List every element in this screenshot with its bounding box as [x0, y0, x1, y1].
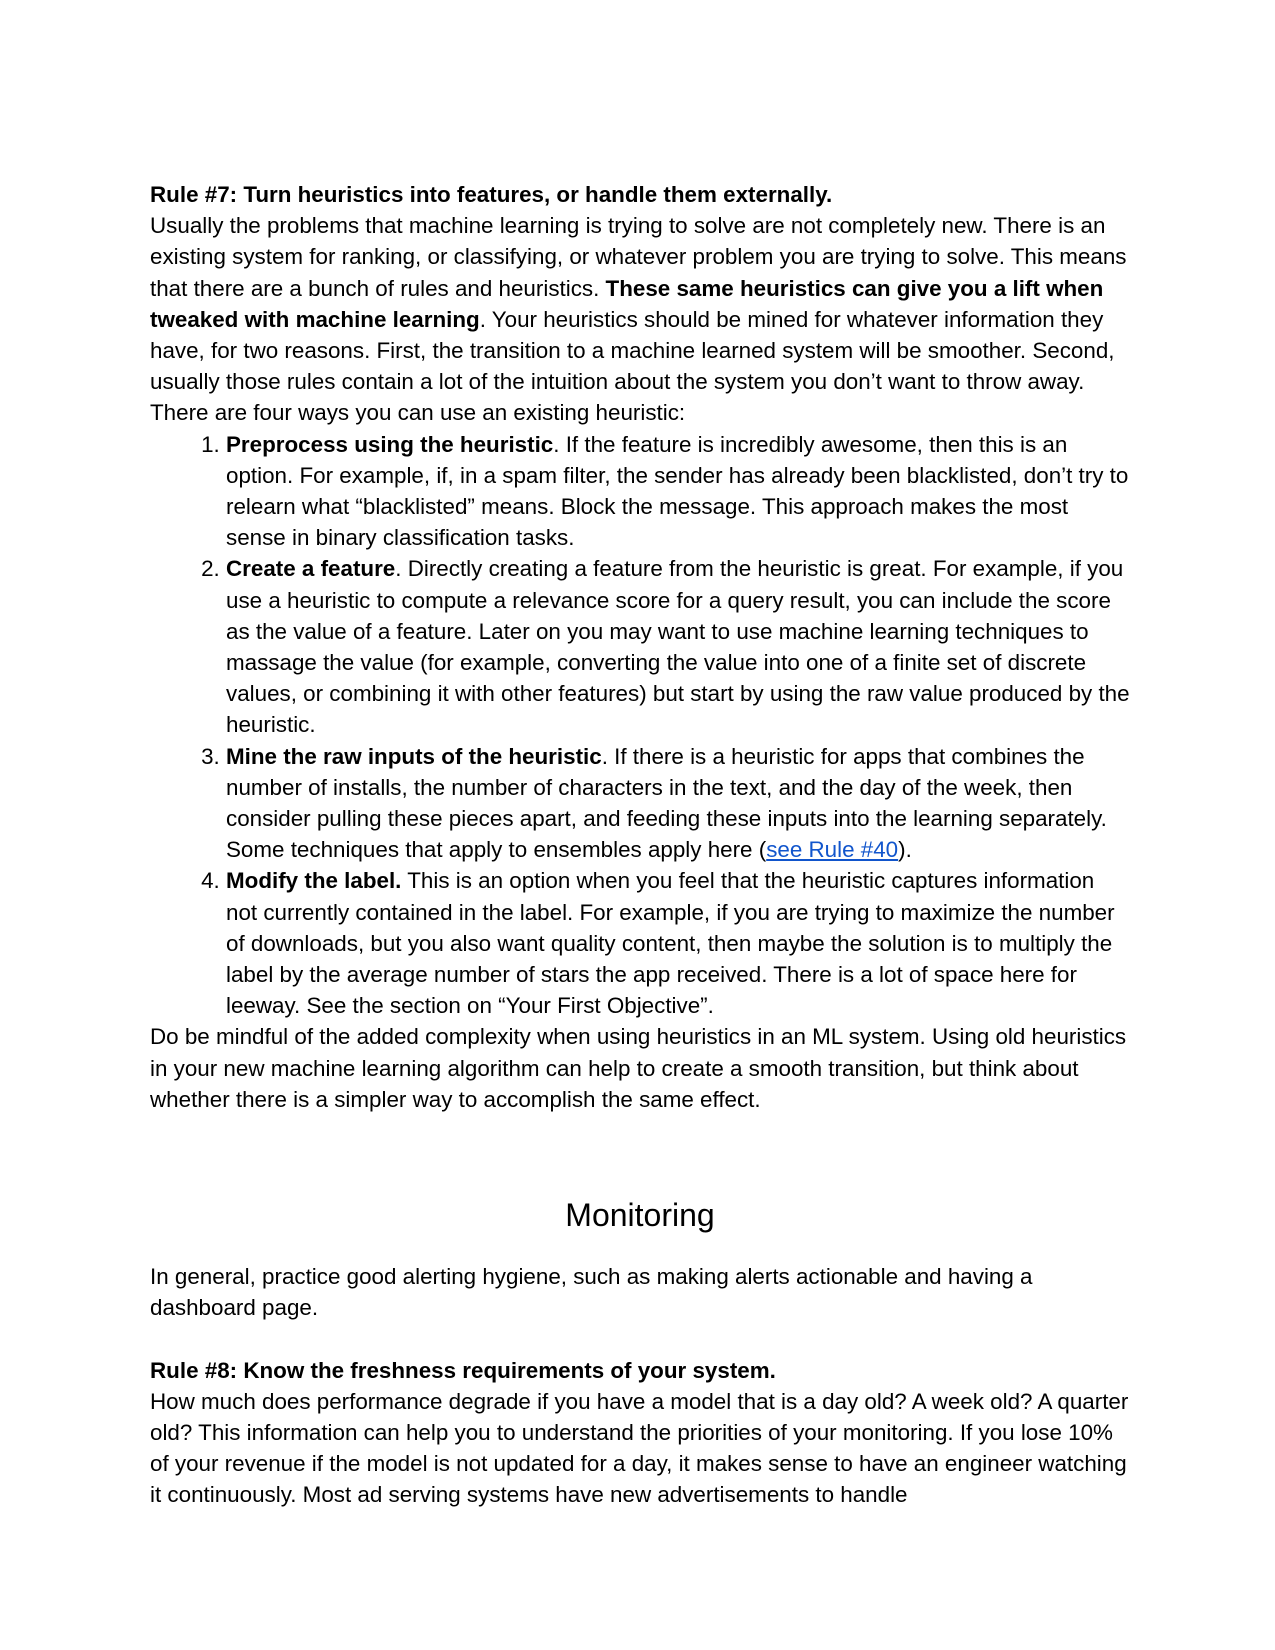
- rule-7-intro-text-2: . Your heuristics should be mined for whatever information they have, for two reasons. First, the transition to a machine learned system will be smoother. Second, usually those rules contain a lot of the intuition about the system you don’t want to throw away. There are four ways you can use an existing heuristic:: [150, 306, 1115, 426]
- list-item-text: This is an option when you feel that the heuristic captures information not currently contained in the label. For example, if you are trying to maximize the number of downloads, but you also want quality content, then maybe the solution is to multiply the label by the average number of stars the app received. There is a lot of space here for leeway. See the section on “Your First Objective”.: [226, 868, 1115, 1019]
- rule-7-closing: Do be mindful of the added complexity when using heuristics in an ML system. Using old heuristics in your new machine learning algorithm can help to create a smooth transition, but think about whether there is a simpler way to accomplish the same effect.: [150, 1024, 1127, 1112]
- list-item-bold: Preprocess using the heuristic: [226, 431, 554, 457]
- rule-8-heading: Rule #8: Know the freshness requirements of your system.: [150, 1357, 776, 1383]
- list-item-text: . Directly creating a feature from the heuristic is great. For example, if you use a heuristic to compute a relevance score for a query result, you can include the score as the value of a feature. Later on you may want to use machine learning techniques to massage the value (for example, converting the value into one of a finite set of discrete values, or combining it with other features) but start by using the raw value produced by the heuristic.: [226, 556, 1130, 738]
- list-item-bold: Mine the raw inputs of the heuristic: [226, 743, 602, 769]
- rule-8-body: How much does performance degrade if you have a model that is a day old? A week old? A quarter old? This information can help you to understand the priorities of your monitoring. If you lose 10% of your revenue if the model is not updated for a day, it makes sense to have an engineer watching it continuously. Most ad serving systems have new advertisements to handle: [150, 1388, 1129, 1508]
- paragraph-gap: [150, 1324, 1130, 1355]
- list-item-create-feature: [226, 553, 1130, 740]
- document-page: [150, 179, 1130, 1511]
- list-item-bold: Modify the label.: [226, 868, 402, 894]
- list-item-modify-label: [226, 865, 1130, 1021]
- monitoring-section-title: Monitoring: [565, 1197, 715, 1234]
- rule-7-intro-bold: These same heuristics can give you a lift when tweaked with machine learning: [150, 275, 1104, 332]
- list-item-text: . If there is a heuristic for apps that combines the number of installs, the number of characters in the text, and the day of the week, then consider pulling these pieces apart, and feeding these inputs into the learning separately. Some techniques that apply to ensembles apply here (: [226, 743, 1107, 863]
- monitoring-intro: In general, practice good alerting hygiene, such as making alerts actionable and having a dashboard page.: [150, 1264, 1033, 1321]
- list-item-bold: Create a feature: [226, 556, 396, 582]
- list-item-text-after: ).: [898, 837, 912, 863]
- list-item-text: . If the feature is incredibly awesome, then this is an option. For example, if, in a spam filter, the sender has already been blacklisted, don’t try to relearn what “blacklisted” means. Block the message. This approach makes the most sense in binary classification tasks.: [226, 431, 1129, 551]
- rule-7-intro-text-1: Usually the problems that machine learning is trying to solve are not completely new. There is an existing system for ranking, or classifying, or whatever problem you are trying to solve. This means that there are a bunch of rules and heuristics.: [150, 213, 1127, 301]
- list-item-preprocess: [226, 429, 1130, 554]
- see-rule-40-link[interactable]: see Rule #40: [766, 837, 899, 863]
- rule-7-intro: [150, 210, 1130, 428]
- rule-7-heading: Rule #7: Turn heuristics into features, or handle them externally.: [150, 182, 833, 207]
- heuristic-ways-list: [150, 429, 1130, 1022]
- list-item-mine-inputs: [226, 741, 1130, 866]
